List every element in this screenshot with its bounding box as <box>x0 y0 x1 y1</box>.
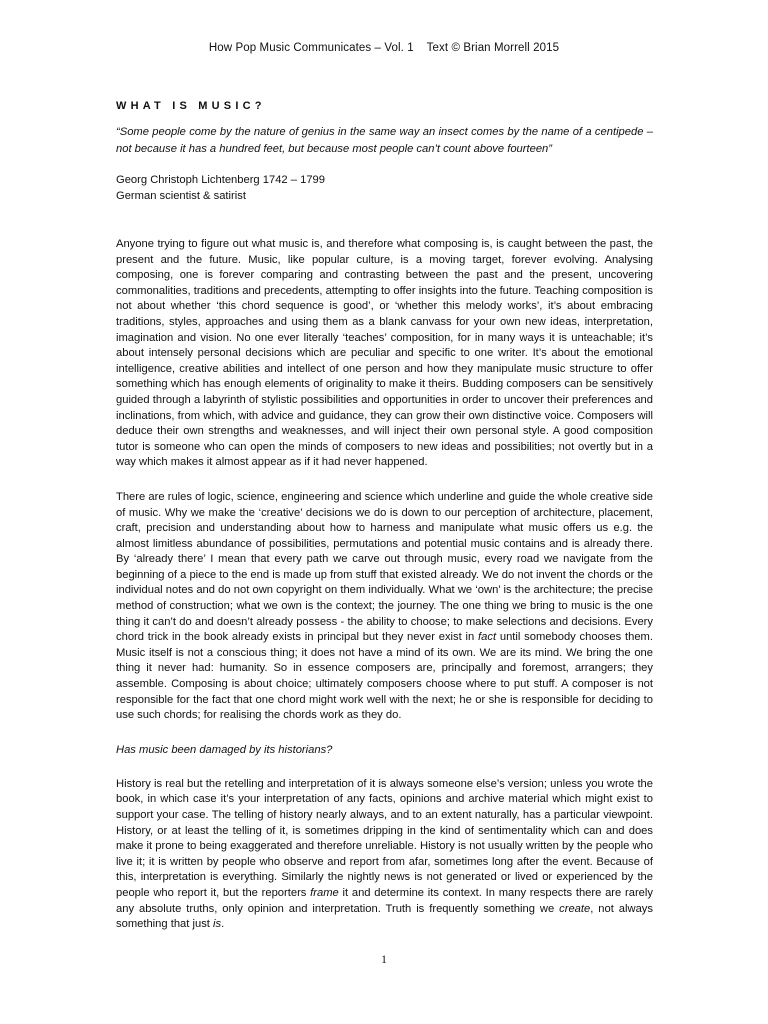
paragraph-3-text-c: , not always something that just <box>116 902 653 931</box>
paragraph-1: Anyone trying to figure out what music is, and therefore what composing is, is caught between the past, the present and the future. Music, like popular culture, is a moving target, forever evolving. Analysing composing, one is forever comparing and contrasting between the past and the present, uncovering commonalities, traditions and precedents, attempting to offer insights into the future. Teaching composition is not about whether ‘this chord sequence is good’, or ‘whether this melody works’, it’s about embracing traditions, styles, approaches and using them as a blank canvass for your own new ideas, interpretation, imagination and vision. No one ever literally ‘teaches’ composition, for in many ways it is unteachable; it’s about intensely personal decisions which are peculiar and specific to one writer. It’s about the emotional intelligence, creative abilities and intellect of one person and how they manipulate music structure to offer something which has enough elements of originality to make it theirs. Budding composers can be sensitively guided through a labyrinth of stylistic possibilities and opportunities in order to uncover their preferences and inclinations, from which, with advice and guidance, they can grow their own distinctive voice. Composers will deduce their own strengths and weaknesses, and will inject their own personal style. A good composition tutor is someone who can open the minds of composers to new ideas and possibilities; not overtly but in a way which makes it almost appear as if it had never happened. <box>116 238 653 469</box>
page-number: 1 <box>381 954 387 966</box>
running-header: How Pop Music Communicates – Vol. 1 Text © Brian Morrell 2015 <box>208 42 560 54</box>
quote-author-description: German scientist & satirist <box>116 190 246 202</box>
section-title: WHAT IS MUSIC? <box>116 100 266 112</box>
epigraph-quote: “Some people come by the nature of genius in the same way an insect comes by the name of a centipede – not because it has a hundred feet, but because most people can’t count above fourteen” <box>116 126 653 155</box>
paragraph-3-emphasis-2: create <box>559 902 591 915</box>
page-body <box>116 100 653 933</box>
paragraph-3-emphasis-1: frame <box>310 886 339 899</box>
quote-author: Georg Christoph Lichtenberg 1742 – 1799 <box>116 174 325 186</box>
paragraph-2-text-b: until somebody chooses them. Music itself is not a conscious thing; it does not have a mind of its own. We are its mind. We bring the one thing it never had: humanity. So in essence composers are, principally and foremost, arrangers; they assemble. Composing is about choice; ultimately composers choose where to put stuff. A composer is not responsible for the fact that one chord might work well with the next; he or she is responsible for deciding to use such chords; for realising the chords work as they do. <box>116 631 653 722</box>
paragraph-3-text-d: . <box>221 918 225 931</box>
paragraph-3-text-a: History is real but the retelling and interpretation of it is always someone else’s version; unless you wrote the book, in which case it’s your interpretation of any facts, opinions and archive material which might exist to support your case. The telling of history nearly always, and to an extent naturally, has a particular viewpoint. History, or at least the telling of it, is sometimes dripping in the kind of sentimentality which can and does make it prone to being exaggerated and therefore unreliable. History is not usually written by the people who live it; it is written by people who observe and report from afar, sometimes long after the event. Because of this, interpretation is everything. Similarly the nightly news is not generated or lived or experienced by the people who report it, but the reporters <box>116 777 653 899</box>
paragraph-2-emphasis: fact <box>478 631 497 644</box>
paragraph-3-text-b: it and determine its context. In many respects there are rarely any absolute truths, only opinion and interpretation. Truth is frequently something we <box>116 886 653 915</box>
paragraph-3 <box>116 777 653 933</box>
paragraph-2 <box>116 490 653 724</box>
subheading: Has music been damaged by its historians? <box>116 743 333 756</box>
paragraph-3-emphasis-3: is <box>213 918 222 931</box>
paragraph-2-text-a: There are rules of logic, science, engineering and science which underline and guide the whole creative side of music. Why we make the ‘creative’ decisions we do is down to our perception of architecture, placement, craft, precision and understanding about how to harness and manipulate what music offers us e.g. the almost limitless abundance of possibilities, permutations and potential music contains and is already there. By ‘already there’ I mean that every path we carve out through music, every road we navigate from the beginning of a piece to the end is made up from stuff that existed already. We do not invent the chords or the individual notes and do not own copyright on them individually. What we ‘own’ is the architecture; the precise method of construction; what we own is the context; the journey. The one thing we bring to music is the one thing it can’t do and doesn’t already possess - the ability to choose; to make selections and decisions. Every chord trick in the book already exists in principal but they never exist in <box>116 490 653 644</box>
